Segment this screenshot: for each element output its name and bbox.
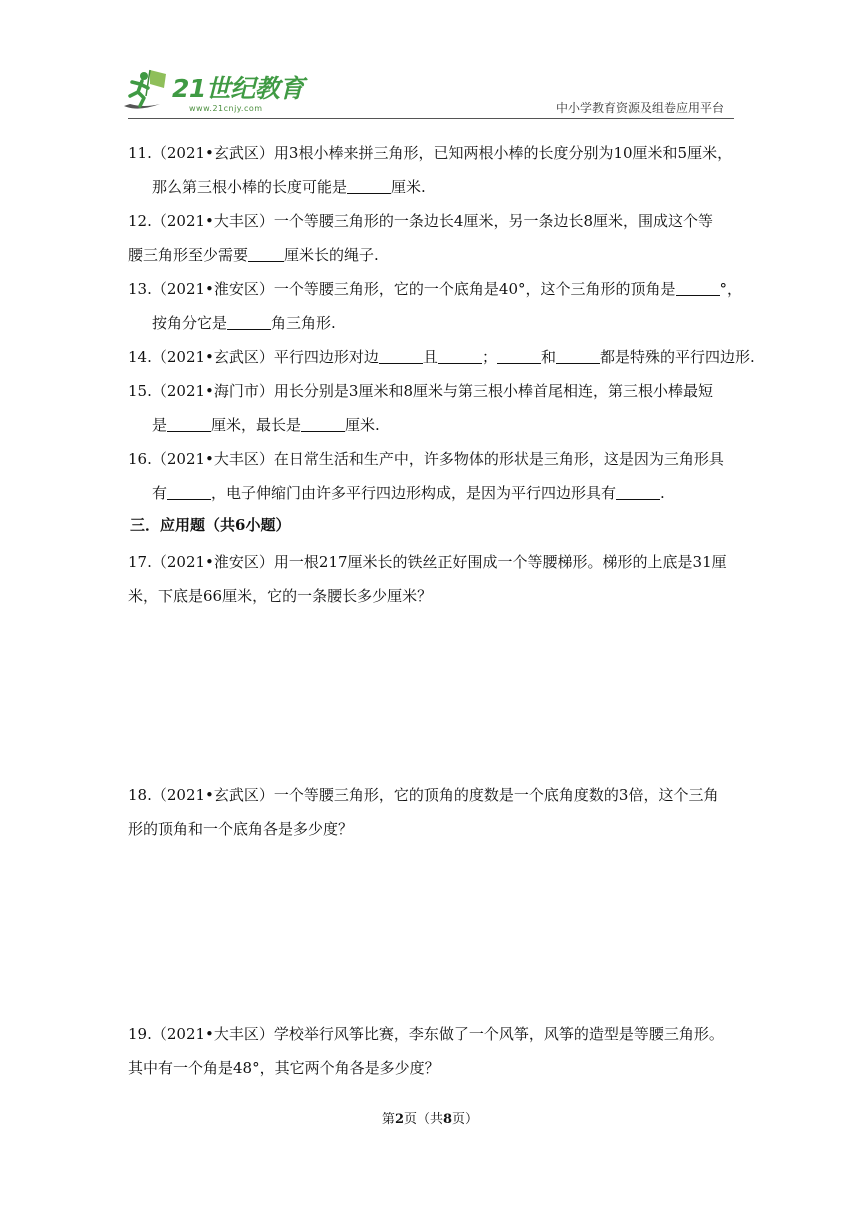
site-tagline: 中小学教育资源及组卷应用平台 [555, 101, 724, 115]
question-text: 腰三角形至少需要 [128, 246, 249, 264]
question-number: 19 [128, 1025, 148, 1043]
question-source: （2021•玄武区） [151, 144, 274, 162]
question-source: （2021•玄武区） [151, 786, 274, 804]
answer-blank[interactable] [227, 311, 271, 330]
question-text: 一个等腰三角形，它的一个底角是40°，这个三角形的顶角是 [273, 280, 676, 298]
question-text: 角三角形. [271, 314, 336, 332]
question-text: 是 [152, 416, 168, 434]
question-text: 米，下底是66厘米，它的一条腰长多少厘米？ [128, 587, 433, 605]
question-source: （2021•淮安区） [151, 553, 274, 571]
question-text: 形的顶角和一个底角各是多少度？ [128, 820, 354, 838]
question-16: 16.（2021•大丰区）在日常生活和生产中，许多物体的形状是三角形，这是因为三角形具 有 ，电子伸缩门由许多平行四边形构成，是因为平行四边形具有 . [128, 450, 724, 502]
answer-blank[interactable] [347, 175, 391, 194]
header-divider [128, 118, 734, 119]
question-number: 12 [128, 212, 148, 230]
answer-blank[interactable] [676, 277, 720, 296]
question-text: 厘米. [345, 416, 380, 434]
question-number: 15 [128, 382, 148, 400]
question-text: 有 [152, 484, 168, 502]
question-number: 11 [128, 144, 148, 162]
section-title: 三．应用题（共6小题） [130, 516, 291, 534]
footer-text: 页） [452, 1112, 479, 1127]
question-text: 都是特殊的平行四边形. [599, 348, 755, 366]
question-11: 11.（2021•玄武区）用3根小棒来拼三角形，已知两根小棒的长度分别为10厘米和5厘米， 那么第三根小棒的长度可能是 厘米. [128, 144, 733, 196]
answer-blank[interactable] [616, 481, 660, 500]
logo-url: www.21cnjy.com [189, 104, 263, 113]
question-number: 16 [128, 450, 148, 468]
question-source: （2021•大丰区） [151, 212, 274, 230]
question-text: 在日常生活和生产中，许多物体的形状是三角形，这是因为三角形具 [273, 450, 724, 468]
page-number: 2 [394, 1112, 404, 1127]
question-source: （2021•淮安区） [151, 280, 274, 298]
question-text: 按角分它是 [152, 314, 228, 332]
question-number: 14 [128, 348, 148, 366]
question-source: （2021•大丰区） [151, 450, 274, 468]
footer-text: 第 [381, 1112, 395, 1127]
question-source: （2021•大丰区） [151, 1025, 274, 1043]
question-17: 17.（2021•淮安区）用一根217厘米长的铁丝正好围成一个等腰梯形。梯形的上底是31厘 米，下底是66厘米，它的一条腰长多少厘米？ [128, 553, 727, 605]
question-text: 用长分别是3厘米和8厘米与第三根小棒首尾相连，第三根小棒最短 [273, 382, 713, 400]
question-15: 15.（2021•海门市）用长分别是3厘米和8厘米与第三根小棒首尾相连，第三根小棒最短 是 厘米，最长是 厘米. [128, 382, 713, 434]
question-text: ，电子伸缩门由许多平行四边形构成，是因为平行四边形具有 [211, 484, 617, 502]
answer-blank[interactable] [497, 345, 541, 364]
question-text: 厘米长的绳子. [284, 246, 379, 264]
running-figure-logo-icon [120, 66, 172, 112]
question-text: 厘米，最长是 [211, 416, 302, 434]
question-source: （2021•海门市） [151, 382, 274, 400]
answer-blank[interactable] [167, 413, 211, 432]
question-text: 平行四边形对边 [273, 348, 379, 366]
question-text: 其中有一个角是48°，其它两个角各是多少度？ [128, 1059, 440, 1077]
answer-blank[interactable] [167, 481, 211, 500]
question-text: . [660, 484, 665, 502]
answer-blank[interactable] [438, 345, 482, 364]
question-text: °， [719, 280, 743, 298]
question-text: 学校举行风筝比赛，李东做了一个风筝，风筝的造型是等腰三角形。 [273, 1025, 724, 1043]
answer-blank[interactable] [556, 345, 600, 364]
page-header [0, 0, 860, 130]
question-number: 18 [128, 786, 148, 804]
question-13: 13.（2021•淮安区）一个等腰三角形，它的一个底角是40°，这个三角形的顶角是 °， 按角分它是 角三角形. [128, 272, 734, 340]
page-total: 8 [443, 1112, 453, 1127]
question-number: 13 [128, 280, 148, 298]
question-12: 12.（2021•大丰区）一个等腰三角形的一条边长4厘米，另一条边长8厘米，围成这个等 腰三角形至少需要 厘米长的绳子. [128, 212, 713, 264]
question-text: ； [481, 348, 497, 366]
answer-blank[interactable] [379, 345, 423, 364]
question-text: 那么第三根小棒的长度可能是 [152, 178, 348, 196]
logo-text: 21世纪教育 [172, 74, 304, 103]
question-text: 用3根小棒来拼三角形，已知两根小棒的长度分别为10厘米和5厘米， [273, 144, 733, 162]
question-number: 17 [128, 553, 148, 571]
page-footer [0, 1108, 860, 1127]
question-14: 14.（2021•玄武区）平行四边形对边 且 ； 和 都是特殊的平行四边形. [128, 340, 734, 374]
question-text: 一个等腰三角形，它的顶角的度数是一个底角度数的3倍，这个三角 [273, 786, 719, 804]
question-text: 一个等腰三角形的一条边长4厘米，另一条边长8厘米，围成这个等 [273, 212, 713, 230]
answer-blank[interactable] [301, 413, 345, 432]
question-text: 用一根217厘米长的铁丝正好围成一个等腰梯形。梯形的上底是31厘 [273, 553, 727, 571]
question-18: 18.（2021•玄武区）一个等腰三角形，它的顶角的度数是一个底角度数的3倍，这个三角 形的顶角和一个底角各是多少度？ [128, 786, 719, 838]
question-text: 厘米. [391, 178, 426, 196]
question-text: 且 [422, 348, 438, 366]
question-source: （2021•玄武区） [151, 348, 274, 366]
question-text: 和 [540, 348, 556, 366]
footer-text: 页（共 [403, 1112, 443, 1127]
answer-blank[interactable] [248, 243, 284, 262]
question-19: 19.（2021•大丰区）学校举行风筝比赛，李东做了一个风筝，风筝的造型是等腰三角形。 其中有一个角是48°，其它两个角各是多少度？ [128, 1025, 724, 1077]
